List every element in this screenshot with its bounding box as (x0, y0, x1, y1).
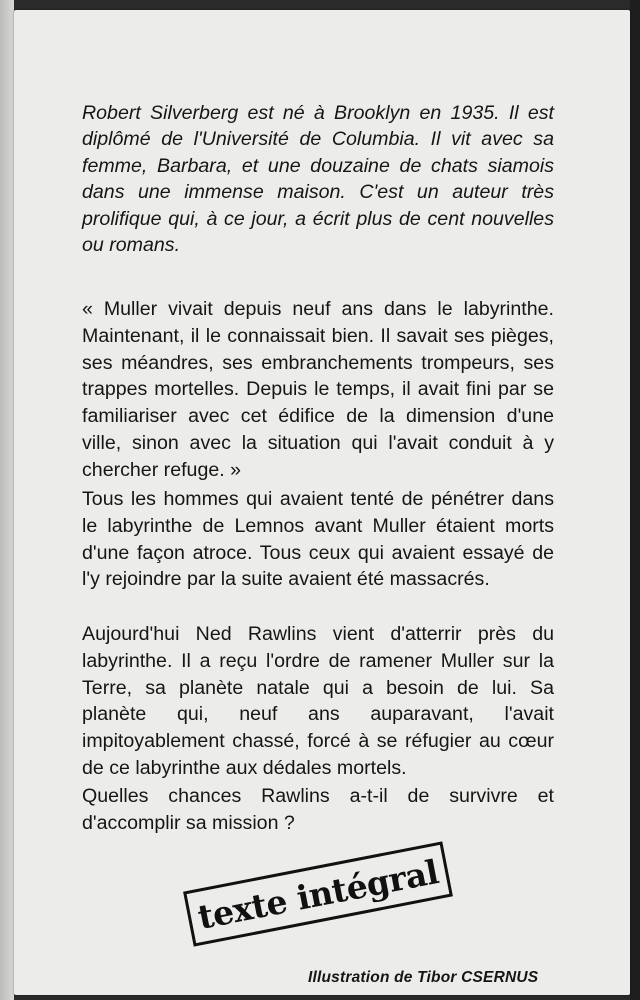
author-bio: Robert Silverberg est né à Brooklyn en 1935. Il est diplômé de l'Université de Columbia. Il vit avec sa femme, Barbara, et une douzaine de chats siamois dans une immense maison. C'est un auteur très prolifique qui, à ce jour, a écrit plus de cent nouvelles ou romans. (82, 102, 554, 257)
blurb-paragraph-2: Tous les hommes qui avaient tenté de pénétrer dans le labyrinthe de Lemnos avant Muller étaient morts d'une façon atroce. Tous ceux qui avaient essayé de l'y rejoindre par la suite avaient été massacrés. (82, 488, 554, 591)
blurb-quote: « Muller vivait depuis neuf ans dans le labyrinthe. Maintenant, il le connaissait bien. Il savait ses pièges, ses méandres, ses embranchements trompeurs, ses trappes mortelles. Depuis le temps, il avait fini par se familiariser avec cet édifice de la dimension d'une ville, sinon avec la situation qui l'avait conduit à y chercher refuge. » (82, 298, 554, 481)
blurb-paragraph-3: Aujourd'hui Ned Rawlins vient d'atterrir près du labyrinthe. Il a reçu l'ordre de ramener Muller sur la Terre, sa planète natale qui a besoin de lui. Sa planète qui, neuf ans auparavant, l'avait impitoyablement chassé, forcé à se réfugier au cœur de ce labyrinthe aux dédales mortels. (82, 623, 554, 779)
book-spine-edge (0, 0, 14, 1000)
blurb-paragraph-4: Quelles chances Rawlins a-t-il de survivre et d'accomplir sa mission ? (82, 785, 554, 834)
illustration-credit: Illustration de Tibor CSERNUS (308, 969, 539, 986)
background-edge (630, 0, 640, 1000)
texte-integral-stamp: texte intégral (183, 841, 453, 946)
